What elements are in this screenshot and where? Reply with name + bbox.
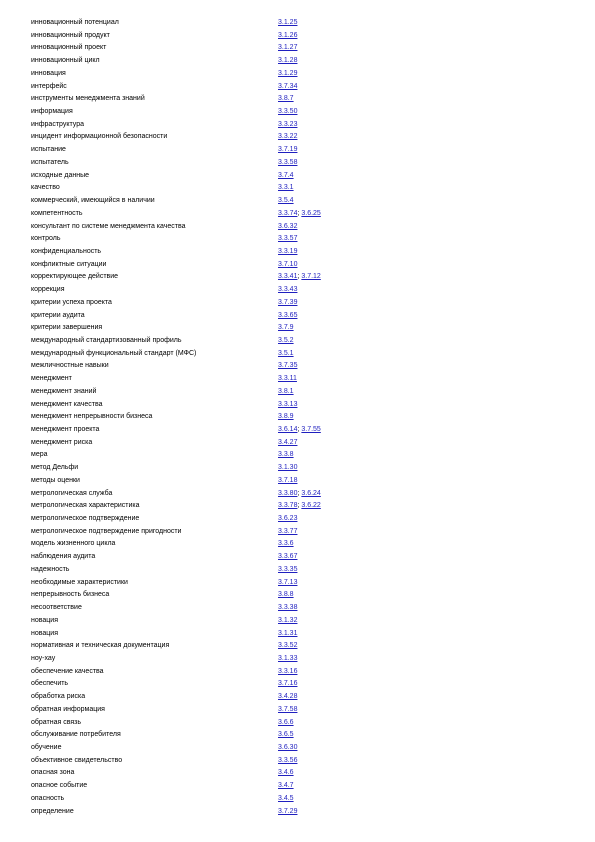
index-refs [278, 17, 297, 30]
index-refs [278, 704, 297, 717]
section-ref-link[interactable]: 3.3.11 [278, 375, 297, 383]
index-row [31, 271, 571, 284]
section-ref-link[interactable]: 3.3.50 [278, 108, 298, 116]
index-row [31, 30, 571, 43]
section-ref-link[interactable]: 3.7.9 [278, 324, 294, 332]
index-term: инцидент информационной безопасности [31, 133, 168, 141]
index-refs [278, 119, 297, 132]
index-refs [278, 793, 294, 806]
index-row [31, 284, 571, 297]
index-term: инновация [31, 69, 66, 77]
section-ref-link[interactable]: 3.6.32 [278, 222, 298, 230]
index-term: испытание [31, 146, 66, 154]
index-refs [278, 666, 297, 679]
index-refs [278, 399, 297, 412]
section-ref-link[interactable]: 3.1.32 [278, 616, 298, 624]
index-row [31, 475, 571, 488]
index-term: межличностные навыки [31, 362, 109, 370]
section-ref-link[interactable]: 3.7.13 [278, 578, 298, 586]
index-refs [278, 500, 321, 513]
index-term: опасная зона [31, 769, 75, 777]
index-refs [278, 780, 294, 793]
section-ref-link[interactable]: 3.3.43 [278, 286, 298, 294]
index-row [31, 767, 571, 780]
index-refs [278, 42, 297, 55]
index-term: инновационный цикл [31, 57, 100, 65]
ref-separator: ; [297, 502, 302, 510]
index-term: менеджмент знаний [31, 387, 97, 395]
index-refs [278, 640, 297, 653]
index-refs [278, 310, 297, 323]
index-term: несоответствие [31, 604, 82, 612]
index-refs [278, 373, 297, 386]
index-refs [278, 742, 297, 755]
index-refs [278, 691, 297, 704]
section-ref-link[interactable]: 3.7.10 [278, 260, 298, 268]
index-refs [278, 81, 297, 94]
index-term: обслуживание потребителя [31, 731, 121, 739]
index-refs [278, 806, 297, 819]
index-row [31, 55, 571, 68]
index-row [31, 246, 571, 259]
index-row [31, 68, 571, 81]
index-row [31, 577, 571, 590]
section-ref-link[interactable]: 3.3.74 [278, 209, 298, 217]
index-row [31, 780, 571, 793]
section-ref-link[interactable]: 3.3.1 [278, 184, 294, 192]
index-term: менеджмент проекта [31, 426, 100, 433]
index-term: новация [31, 629, 59, 637]
index-refs [278, 437, 297, 450]
index-refs [278, 767, 294, 780]
section-ref-link[interactable]: 3.3.80 [278, 489, 298, 497]
section-ref-link[interactable]: 3.3.8 [278, 451, 294, 459]
index-refs [278, 271, 321, 284]
section-ref-link[interactable]: 3.3.56 [278, 756, 298, 764]
section-ref-link[interactable]: 3.6.23 [278, 515, 298, 523]
index-row [31, 729, 571, 742]
index-row [31, 640, 571, 653]
index-term: инновационный потенциал [31, 19, 119, 26]
index-row [31, 564, 571, 577]
index-row [31, 704, 571, 717]
section-ref-link[interactable]: 3.5.4 [278, 197, 294, 205]
section-ref-link[interactable]: 3.7.39 [278, 298, 298, 306]
index-term: критерии успеха проекта [31, 298, 112, 306]
index-row [31, 628, 571, 641]
section-ref-link[interactable]: 3.3.65 [278, 311, 298, 319]
index-term: конфиденциальность [31, 247, 102, 255]
index-refs [278, 615, 297, 628]
section-ref-link[interactable]: 3.5.1 [278, 349, 294, 357]
section-ref-link[interactable]: 3.6.14 [278, 426, 298, 433]
index-refs [278, 93, 294, 106]
section-ref-link[interactable]: 3.7.29 [278, 807, 298, 815]
index-row [31, 17, 571, 30]
index-refs [278, 360, 297, 373]
index-row [31, 589, 571, 602]
index-term: международный функциональный стандарт (МФС) [31, 349, 197, 357]
index-row [31, 360, 571, 373]
index-refs [278, 411, 294, 424]
index-term: обеспечение качества [31, 667, 104, 675]
index-row [31, 182, 571, 195]
index-refs [278, 526, 297, 539]
index-term: коммерческий, имеющийся в наличии [31, 197, 155, 205]
index-refs [278, 424, 321, 437]
index-refs [278, 144, 297, 157]
index-term: модель жизненного цикла [31, 540, 116, 548]
index-row [31, 208, 571, 221]
section-ref-link[interactable]: 3.1.31 [278, 629, 298, 637]
index-term: консультант по системе менеджмента качества [31, 222, 186, 230]
index-term: метод Дельфи [31, 464, 79, 472]
index-refs [278, 386, 294, 399]
section-ref-link[interactable]: 3.3.19 [278, 247, 298, 255]
index-row [31, 717, 571, 730]
index-row [31, 500, 571, 513]
section-ref-link[interactable]: 3.3.23 [278, 120, 298, 128]
index-refs [278, 602, 297, 615]
index-refs [278, 322, 294, 335]
index-row [31, 348, 571, 361]
index-term: инновационный продукт [31, 31, 110, 39]
index-refs [278, 284, 297, 297]
index-row [31, 793, 571, 806]
section-ref-link[interactable]: 3.4.27 [278, 438, 298, 446]
index-row [31, 424, 571, 437]
index-refs [278, 55, 297, 68]
section-ref-link[interactable]: 3.3.22 [278, 133, 298, 141]
section-ref-link[interactable]: 3.1.29 [278, 69, 298, 77]
section-ref-link[interactable]: 3.3.77 [278, 527, 298, 535]
section-ref-link[interactable]: 3.6.6 [278, 718, 294, 726]
index-term: исходные данные [31, 171, 90, 179]
index-term: наблюдения аудита [31, 553, 96, 561]
index-refs [278, 182, 294, 195]
index-term: информация [31, 108, 73, 116]
index-term: метрологическое подтверждение пригодности [31, 527, 182, 535]
index-refs [278, 589, 294, 602]
index-row [31, 411, 571, 424]
index-refs [278, 475, 297, 488]
section-ref-link[interactable]: 3.1.25 [278, 19, 298, 26]
index-term: нормативная и техническая документация [31, 642, 170, 650]
index-refs [278, 449, 294, 462]
index-row [31, 742, 571, 755]
section-ref-link[interactable]: 3.3.16 [278, 667, 298, 675]
index-row [31, 42, 571, 55]
index-refs [278, 106, 297, 119]
index-row [31, 666, 571, 679]
index-row [31, 755, 571, 768]
index-refs [278, 131, 297, 144]
index-term: обеспечить [31, 680, 69, 688]
index-refs [278, 259, 297, 272]
index-term: метрологическая служба [31, 489, 113, 497]
section-ref-link[interactable]: 3.3.35 [278, 565, 298, 573]
section-ref-link[interactable]: 3.1.33 [278, 654, 298, 662]
index-term: менеджмент непрерывности бизнеса [31, 413, 153, 421]
index-refs [278, 348, 294, 361]
index-row [31, 806, 571, 819]
index-term: обучение [31, 743, 62, 751]
index-refs [278, 488, 321, 501]
section-ref-link[interactable]: 3.3.52 [278, 642, 298, 650]
section-ref-link[interactable]: 3.7.35 [278, 362, 298, 370]
index-term: мера [31, 451, 48, 459]
section-ref-link[interactable]: 3.8.8 [278, 591, 294, 599]
index-refs [278, 335, 294, 348]
index-refs [278, 678, 297, 691]
index-refs [278, 551, 297, 564]
index-term: надежность [31, 565, 70, 573]
index-refs [278, 233, 297, 246]
section-ref-link[interactable]: 3.8.7 [278, 95, 294, 103]
section-ref-link[interactable]: 3.3.57 [278, 235, 298, 243]
index-row [31, 233, 571, 246]
index-term: инфраструктура [31, 120, 84, 128]
index-term: опасность [31, 794, 65, 802]
section-ref-link[interactable]: 3.6.25 [301, 209, 321, 217]
index-refs [278, 68, 297, 81]
ref-separator: ; [297, 489, 302, 497]
index-term: коррекция [31, 286, 65, 294]
index-row [31, 449, 571, 462]
index-refs [278, 170, 294, 183]
section-ref-link[interactable]: 3.6.5 [278, 731, 294, 739]
index-refs [278, 195, 294, 208]
index-row [31, 373, 571, 386]
index-refs [278, 30, 297, 43]
index-term: ноу-хау [31, 654, 56, 662]
index-term: инновационный проект [31, 44, 107, 52]
index-term: опасное событие [31, 782, 88, 790]
section-ref-link[interactable]: 3.7.55 [301, 426, 321, 433]
index-row [31, 170, 571, 183]
index-term: испытатель [31, 158, 69, 166]
section-ref-link[interactable]: 3.4.28 [278, 693, 298, 701]
index-term: менеджмент [31, 375, 72, 383]
index-refs [278, 157, 297, 170]
index-refs [278, 246, 297, 259]
index-term: необходимые характеристики [31, 578, 128, 586]
index-refs [278, 297, 297, 310]
index-term: контроль [31, 235, 61, 243]
section-ref-link[interactable]: 3.7.58 [278, 705, 298, 713]
index-row [31, 691, 571, 704]
index-refs [278, 653, 297, 666]
section-ref-link[interactable]: 3.3.13 [278, 400, 298, 408]
index-term: критерии аудита [31, 311, 85, 319]
index-term: метрологическое подтверждение [31, 515, 140, 523]
section-ref-link[interactable]: 3.7.4 [278, 171, 294, 179]
index-row [31, 551, 571, 564]
index-row [31, 195, 571, 208]
section-ref-link[interactable]: 3.7.16 [278, 680, 298, 688]
index-term: конфликтные ситуации [31, 260, 107, 268]
index-row [31, 488, 571, 501]
section-ref-link[interactable]: 3.1.28 [278, 57, 298, 65]
index-refs [278, 564, 297, 577]
index-row [31, 297, 571, 310]
index-term: новация [31, 616, 59, 624]
index-refs [278, 628, 297, 641]
ref-separator: ; [297, 273, 302, 281]
index-row [31, 386, 571, 399]
index-row [31, 119, 571, 132]
section-ref-link[interactable]: 3.3.41 [278, 273, 298, 281]
section-ref-link[interactable]: 3.3.78 [278, 502, 298, 510]
section-ref-link[interactable]: 3.1.27 [278, 44, 298, 52]
section-ref-link[interactable]: 3.3.6 [278, 540, 294, 548]
section-ref-link[interactable]: 3.4.5 [278, 794, 294, 802]
ref-separator: ; [297, 426, 302, 433]
index-refs [278, 221, 297, 234]
section-ref-link[interactable]: 3.7.19 [278, 146, 298, 154]
index-refs [278, 717, 294, 730]
index-row [31, 399, 571, 412]
section-ref-link[interactable]: 3.6.22 [301, 502, 321, 510]
ref-separator: ; [297, 209, 302, 217]
index-refs [278, 755, 297, 768]
index-row [31, 513, 571, 526]
index-row [31, 437, 571, 450]
term-index-list [31, 17, 571, 818]
section-ref-link[interactable]: 3.4.7 [278, 782, 294, 790]
section-ref-link[interactable]: 3.1.30 [278, 464, 298, 472]
index-row [31, 259, 571, 272]
index-term: интерфейс [31, 82, 67, 90]
section-ref-link[interactable]: 3.1.26 [278, 31, 298, 39]
index-row [31, 106, 571, 119]
index-refs [278, 208, 321, 221]
index-row [31, 221, 571, 234]
section-ref-link[interactable]: 3.7.34 [278, 82, 298, 90]
index-row [31, 335, 571, 348]
index-term: непрерывность бизнеса [31, 591, 110, 599]
index-term: международный стандартизованный профиль [31, 336, 182, 344]
index-term: менеджмент риска [31, 438, 93, 446]
index-term: методы оценки [31, 476, 80, 484]
index-row [31, 322, 571, 335]
index-row [31, 131, 571, 144]
section-ref-link[interactable]: 3.3.67 [278, 553, 298, 561]
index-term: обратная связь [31, 718, 82, 726]
index-row [31, 157, 571, 170]
index-row [31, 81, 571, 94]
section-ref-link[interactable]: 3.8.1 [278, 387, 294, 395]
section-ref-link[interactable]: 3.6.30 [278, 743, 298, 751]
index-row [31, 462, 571, 475]
index-row [31, 678, 571, 691]
index-refs [278, 729, 294, 742]
index-refs [278, 538, 294, 551]
index-refs [278, 577, 297, 590]
section-ref-link[interactable]: 3.5.2 [278, 336, 294, 344]
index-term: корректирующее действие [31, 273, 119, 281]
index-row [31, 526, 571, 539]
index-row [31, 144, 571, 157]
index-term: обратная информация [31, 705, 105, 713]
section-ref-link[interactable]: 3.3.58 [278, 158, 298, 166]
section-ref-link[interactable]: 3.6.24 [301, 489, 321, 497]
section-ref-link[interactable]: 3.7.18 [278, 476, 298, 484]
index-row [31, 602, 571, 615]
section-ref-link[interactable]: 3.3.38 [278, 604, 298, 612]
index-row [31, 615, 571, 628]
section-ref-link[interactable]: 3.4.6 [278, 769, 294, 777]
index-term: компетентность [31, 209, 83, 217]
index-refs [278, 513, 297, 526]
index-row [31, 653, 571, 666]
section-ref-link[interactable]: 3.7.12 [301, 273, 321, 281]
index-term: метрологическая характеристика [31, 502, 140, 510]
index-term: качество [31, 184, 60, 192]
index-term: критерии завершения [31, 324, 103, 332]
index-term: обработка риска [31, 693, 86, 701]
index-term: объективное свидетельство [31, 756, 123, 764]
index-refs [278, 462, 297, 475]
index-row [31, 93, 571, 106]
index-row [31, 538, 571, 551]
index-term: менеджмент качества [31, 400, 103, 408]
index-term: определение [31, 807, 74, 815]
section-ref-link[interactable]: 3.8.9 [278, 413, 294, 421]
index-row [31, 310, 571, 323]
index-term: инструменты менеджмента знаний [31, 95, 145, 103]
